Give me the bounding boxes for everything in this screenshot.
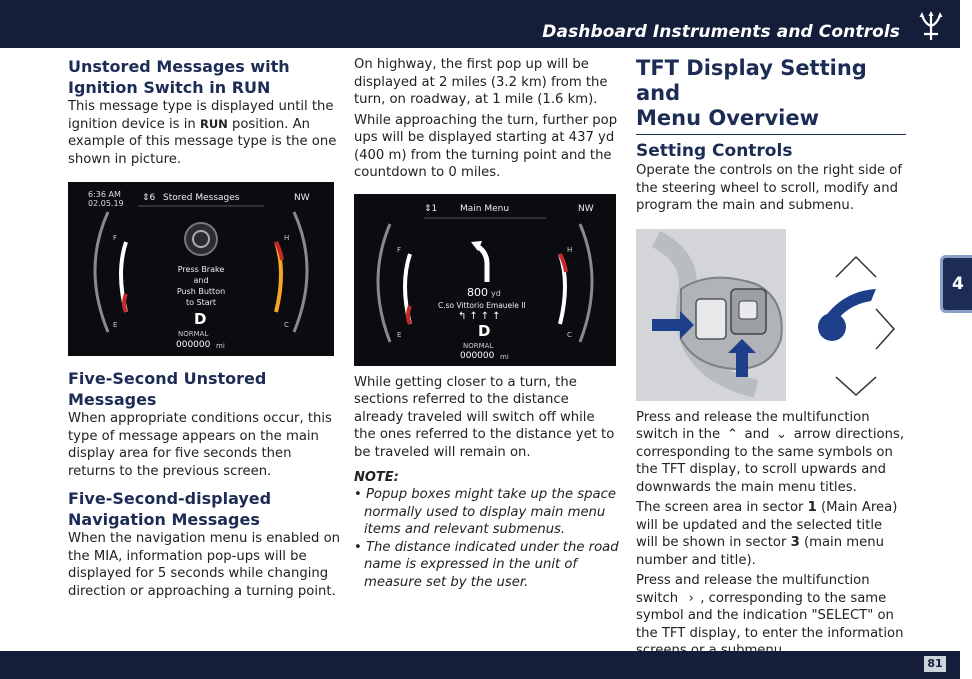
- nav-turn-distance: 800: [467, 285, 488, 299]
- note-item-popup: • Popup boxes might take up the space normally used to display main menu items and relevant submenus.: [354, 487, 616, 537]
- paragraph-setting-controls: Operate the controls on the right side of the steering wheel to scroll, modify and program the main and submenu.: [636, 163, 903, 213]
- paragraph-navigation-messages: When the navigation menu is enabled on the MIA, information pop-ups will be displayed for 5 seconds while changing direction or approaching a turning point.: [68, 531, 340, 599]
- cluster-message-count: ⇕6: [142, 193, 156, 203]
- gauge-right-top-label: H: [284, 234, 290, 242]
- nav-cluster-illustration: [354, 194, 616, 366]
- cluster-date: 02.05.19: [88, 199, 124, 208]
- footer-bar: [0, 651, 960, 679]
- cluster-drive-mode: NORMAL: [178, 330, 209, 338]
- column-2: [354, 56, 620, 591]
- cluster-menu-title: Stored Messages: [163, 193, 240, 203]
- paragraph-highway-popup: On highway, the first pop up will be displayed at 2 miles (3.2 km) from the turn, on roadway, at 1 mile (1.6 km).: [354, 57, 608, 107]
- keyword-run: RUN: [199, 116, 228, 131]
- cluster-odometer-unit: mi: [216, 342, 225, 350]
- maserati-trident-logo: [916, 10, 946, 44]
- gauge-left-top-label: F: [113, 234, 118, 242]
- nav-street-name: C.so Vittorio Emauele II: [438, 300, 526, 310]
- section-heading-five-second-unstored: Five-Second Unstored Messages: [68, 369, 267, 409]
- nav-compass-heading: NW: [578, 203, 594, 214]
- cluster-compass-heading: NW: [294, 193, 310, 203]
- paragraph-screen-sector: The screen area in sector 1 (Main Area) will be updated and the selected title will be shown in sector 3 (main menu number and title).: [636, 500, 898, 568]
- nav-menu-title: Main Menu: [460, 203, 510, 214]
- paragraph-scroll-arrows: Press and release the multifunction switch in the ⌃ and ⌄ arrow directions, corresponding to the same symbols on the TFT display, to scroll upwards and downwards the main menu titles.: [636, 409, 905, 495]
- section-heading-unstored-messages: Unstored Messages with Ignition Switch in RUN: [68, 57, 290, 97]
- paragraph-getting-closer: While getting closer to a turn, the sections referred to the distance already traveled will switch off while the ones referred to the distance yet to be traveled will remain on.: [354, 374, 615, 460]
- steering-wheel-controls-image: [636, 229, 901, 401]
- chapter-tab[interactable]: 4: [940, 255, 972, 313]
- heading-rule: [636, 134, 906, 135]
- nav-menu-count: ⇕1: [424, 203, 438, 214]
- note-label: NOTE:: [354, 470, 399, 485]
- paragraph-five-second-unstored: When appropriate conditions occur, this type of message appears on the main display area for five seconds then returns to the previous screen.: [68, 411, 332, 479]
- nav-lane-arrows: ↰↑↑↑: [458, 310, 504, 322]
- page-number: 81: [924, 656, 946, 672]
- nav-drive-mode: NORMAL: [463, 341, 494, 350]
- cluster-time: 6:36 AM: [88, 190, 121, 199]
- steering-wheel-illustration: [636, 229, 901, 401]
- paragraph-unstored-messages: This message type is displayed until the ignition device is in RUN position. An example of this message type is the one shown in picture.: [68, 99, 337, 167]
- cluster-image-stored-messages: [68, 182, 334, 356]
- gauge-right-bottom-label: C: [284, 321, 289, 329]
- cluster-odometer: 000000: [176, 340, 211, 350]
- nav-gauge-left-bottom-label: E: [397, 330, 402, 339]
- nav-turn-distance-unit: yd: [491, 288, 501, 298]
- chevron-right-icon: ›: [688, 590, 694, 606]
- nav-gauge-right-bottom-label: C: [567, 330, 572, 339]
- nav-odometer: 000000: [460, 350, 495, 361]
- paragraph-approaching-turn: While approaching the turn, further pop ups will be displayed starting at 437 yd (400 m) from the turning point and the countdown to 0 miles.: [354, 112, 618, 180]
- section-heading-tft-display: TFT Display Setting and Menu Overview: [636, 56, 867, 130]
- chevron-up-icon: ⌃: [726, 427, 738, 442]
- nav-odometer-unit: mi: [500, 352, 509, 361]
- nav-gear-indicator: D: [478, 321, 491, 340]
- gauge-left-bottom-label: E: [113, 321, 118, 329]
- column-1: [68, 56, 340, 600]
- page-header-title: Dashboard Instruments and Controls: [542, 22, 900, 42]
- cluster-message-text: Press Brake and Push Button to Start: [176, 265, 226, 307]
- section-heading-setting-controls: Setting Controls: [636, 141, 793, 161]
- column-3: [636, 56, 906, 660]
- paragraph-select-switch: Press and release the multifunction switch › , corresponding to the same symbol and the indication "SELECT" on the TFT display, to enter the information: [636, 573, 904, 641]
- note-item-distance: • The distance indicated under the road name is expressed in the unit of measure set by the user.: [354, 539, 619, 590]
- cluster-gear-indicator: D: [194, 310, 207, 328]
- section-heading-navigation-messages: Five-Second-displayed Navigation Messages: [68, 489, 272, 529]
- nav-gauge-left-top-label: F: [397, 245, 402, 254]
- chevron-down-icon: ⌄: [776, 427, 788, 442]
- nav-gauge-right-top-label: H: [567, 245, 573, 254]
- cluster-image-navigation: [354, 194, 616, 366]
